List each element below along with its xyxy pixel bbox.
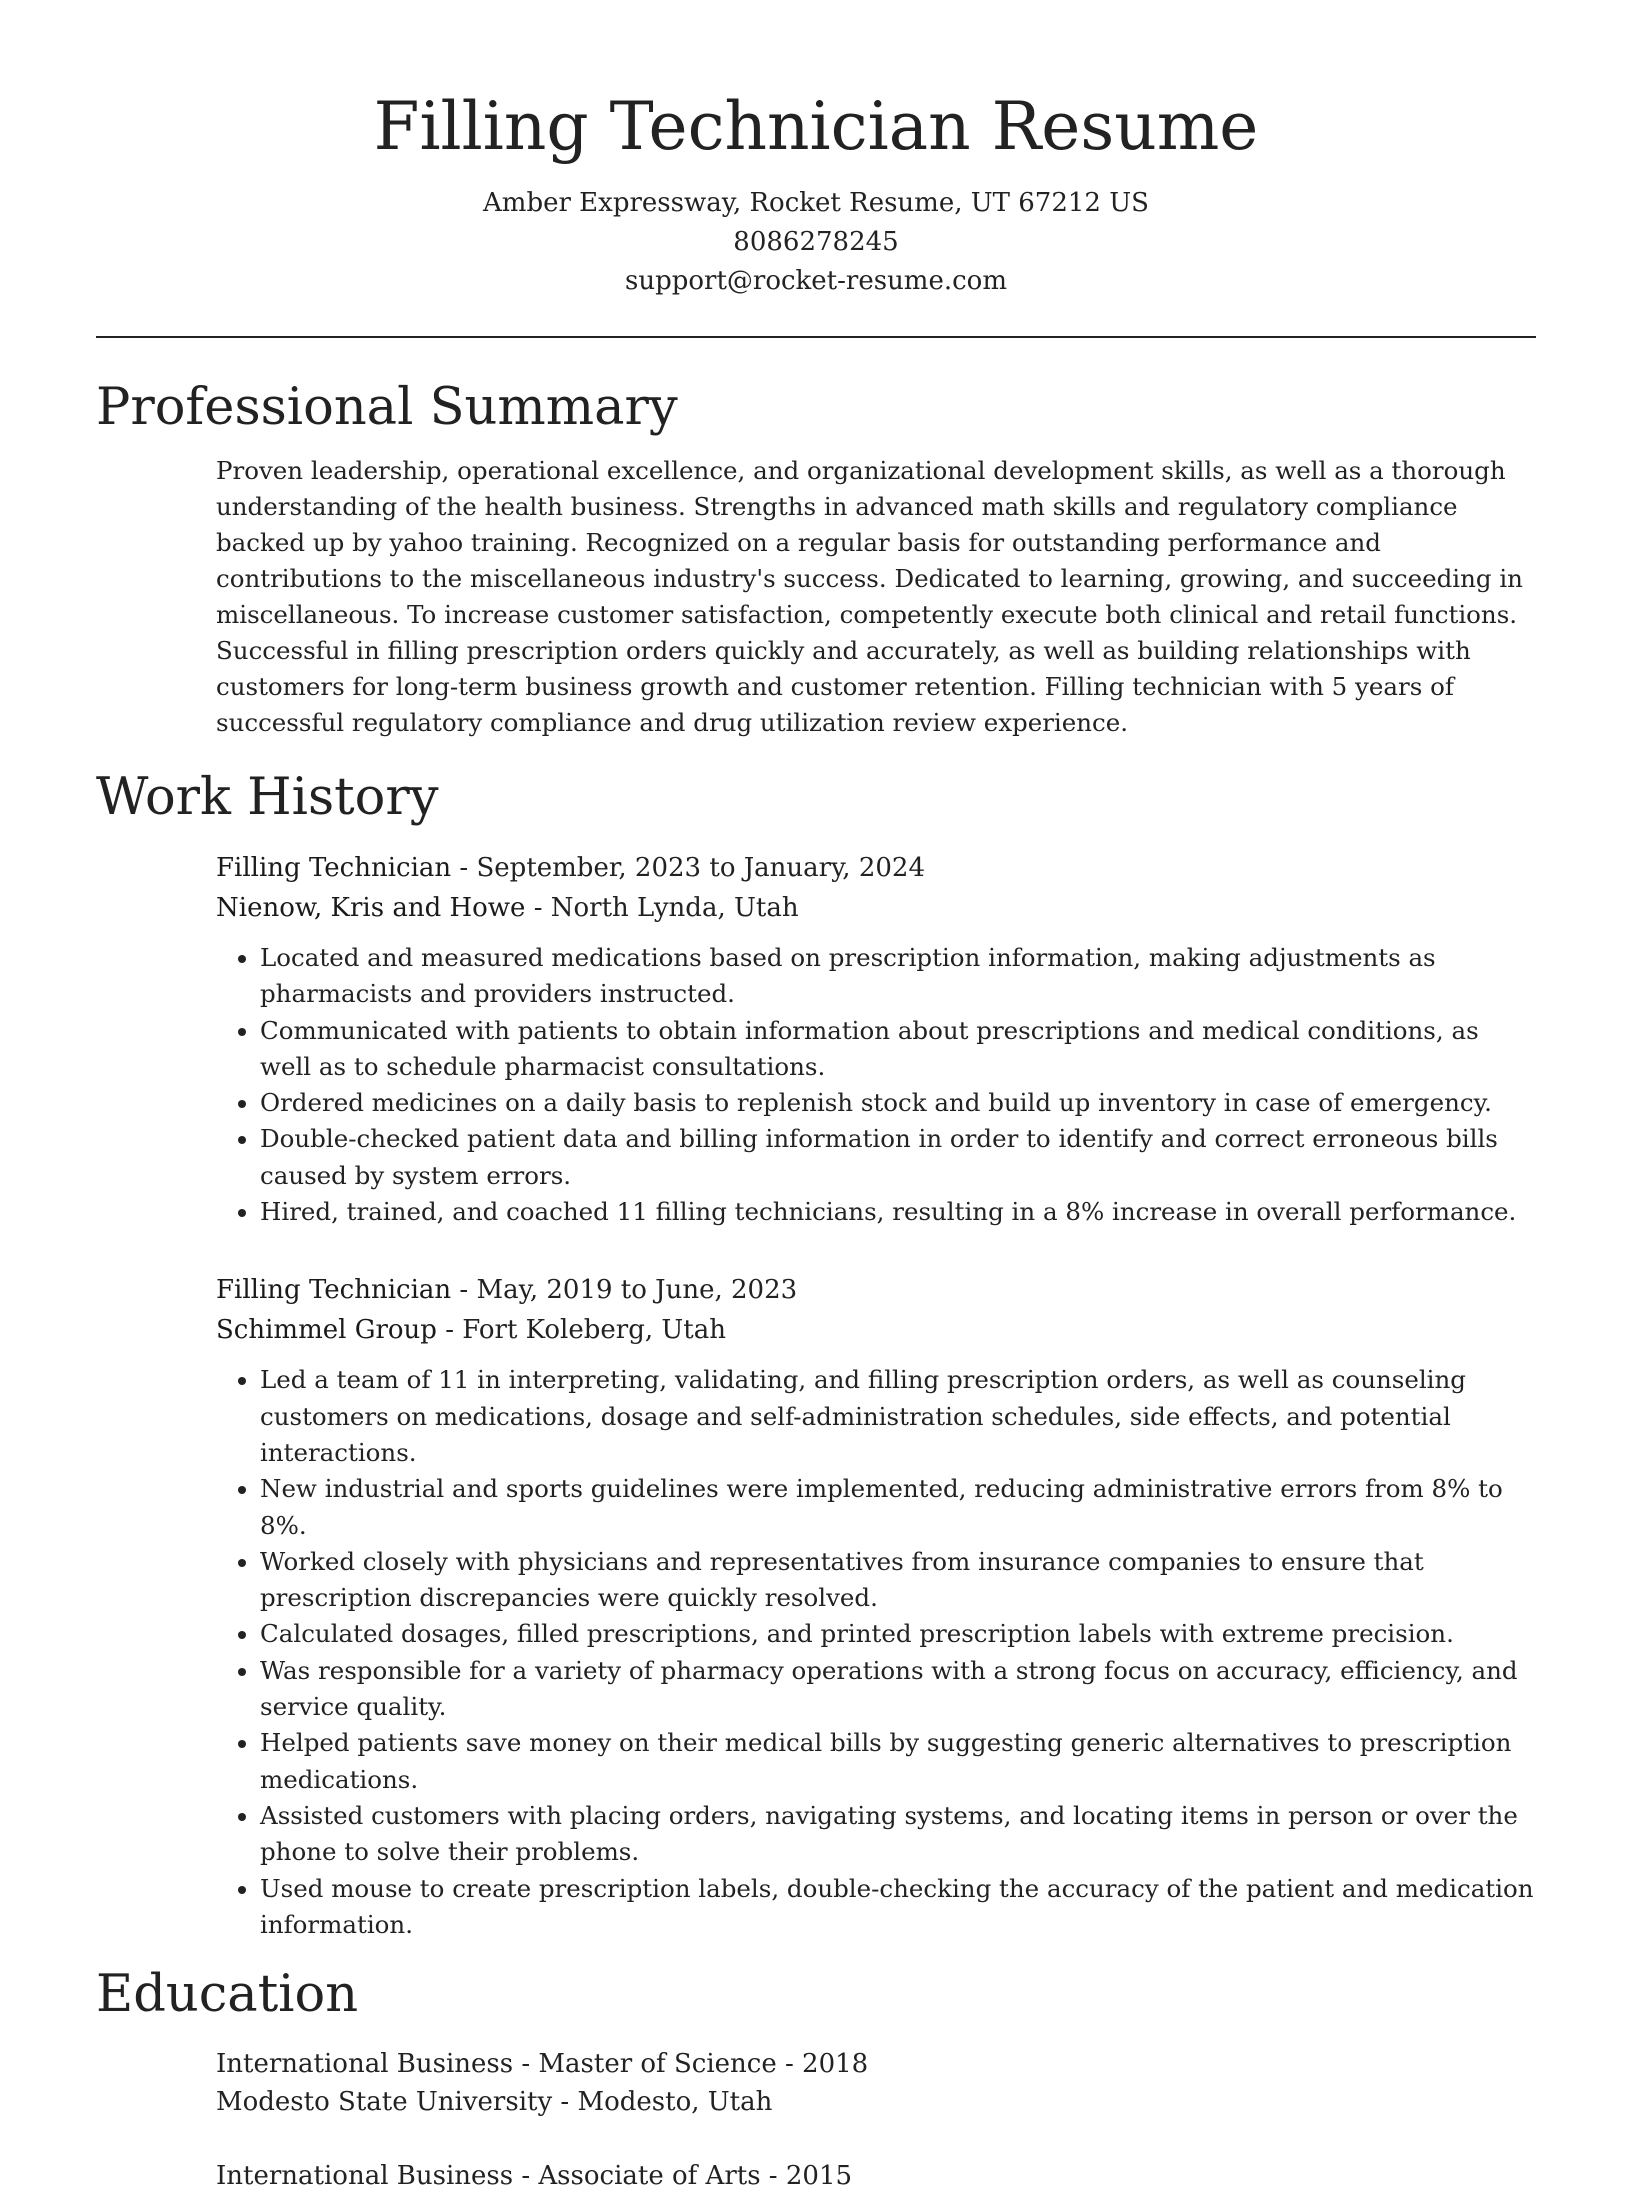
job-bullets: [216, 1362, 1536, 1943]
job-company: Nienow, Kris and Howe: [216, 893, 526, 923]
job-dates: - May, 2019 to June, 2023: [451, 1275, 798, 1306]
list-item: • Assisted customers with placing orders, navigating systems, and locating items in person or over the phone to solve their problems.: [260, 1798, 1536, 1871]
summary-heading: Professional Summary: [96, 378, 678, 437]
job-title-line: [216, 1270, 1536, 1310]
work-history-heading: Work History: [96, 768, 439, 827]
summary-text: Proven leadership, operational excellence, and organizational development skills, as well as a thorough understanding of the health business. Strengths in advanced math skills and regulatory compliance backed up by yahoo training. Recognized on a regular basis for outstanding performance and contributions to the miscellaneous industry's success. Dedicated to learning, growing, and succeeding in miscellaneous. To increase customer satisfaction, competently execute both clinical and retail functions. Successful in filling prescription orders quickly and accurately, as well as building relationships with customers for long-term business growth and customer retention. Filling technician with 5 years of successful regulatory compliance and drug utilization review experience.: [216, 456, 1523, 737]
education-section: [216, 2045, 1536, 2195]
education-entry-2: [216, 2157, 1536, 2195]
degree-line: International Business - Associate of Arts - 2015: [216, 2161, 853, 2192]
list-item: • Ordered medicines on a daily basis to replenish stock and build up inventory in case of emergency.: [260, 1085, 1536, 1121]
school-location: - Modesto, Utah: [552, 2087, 773, 2118]
phone-text: 8086278245: [733, 227, 899, 257]
list-item: • Used mouse to create prescription labels, double-checking the accuracy of the patient and medication information.: [260, 1871, 1536, 1944]
list-item: • Was responsible for a variety of pharmacy operations with a strong focus on accuracy, efficiency, and service quality.: [260, 1653, 1536, 1726]
list-item: • Calculated dosages, filled prescriptions, and printed prescription labels with extreme precision.: [260, 1616, 1536, 1652]
school-line: [216, 2083, 1536, 2121]
contact-block: [96, 184, 1536, 301]
job-entry-1: [216, 848, 1536, 1230]
job-company: Schimmel Group: [216, 1315, 437, 1346]
list-item: • Located and measured medications based on prescription information, making adjustments as pharmacists and providers instructed.: [260, 940, 1536, 1013]
email-text: support@rocket-resume.com: [624, 266, 1007, 296]
job-entry-2: [216, 1270, 1536, 1943]
header-divider: [96, 336, 1536, 338]
list-item: • Helped patients save money on their medical bills by suggesting generic alternatives to prescription medications.: [260, 1725, 1536, 1798]
resume-page: [96, 0, 1536, 2195]
list-item: • Worked closely with physicians and representatives from insurance companies to ensure that prescription discrepancies were quickly resolved.: [260, 1544, 1536, 1617]
list-item: • New industrial and sports guidelines were implemented, reducing administrative errors from 8% to 8%.: [260, 1471, 1536, 1544]
job-role: Filling Technician: [216, 853, 452, 883]
school-name: Modesto State University: [216, 2087, 553, 2118]
job-company-line: [216, 1310, 1536, 1350]
job-role: Filling Technician: [216, 1275, 452, 1306]
list-item: • Hired, trained, and coached 11 filling technicians, resulting in a 8% increase in overall performance.: [260, 1194, 1536, 1230]
job-location: - North Lynda, Utah: [525, 893, 799, 923]
job-title-line: [216, 848, 1536, 888]
list-item: • Double-checked patient data and billing information in order to identify and correct erroneous bills caused by system errors.: [260, 1121, 1536, 1194]
job-location: - Fort Koleberg, Utah: [436, 1315, 726, 1346]
work-history-section: [216, 848, 1536, 1943]
job-company-line: [216, 888, 1536, 928]
education-entry-1: [216, 2045, 1536, 2121]
resume-title: Filling Technician Resume: [373, 88, 1259, 165]
job-dates: - September, 2023 to January, 2024: [451, 853, 926, 883]
education-heading: Education: [96, 1965, 359, 2025]
address-text: Amber Expressway, Rocket Resume, UT 67212 US: [483, 188, 1149, 218]
job-bullets: [216, 940, 1536, 1230]
degree-line: International Business - Master of Science - 2018: [216, 2049, 869, 2080]
list-item: • Led a team of 11 in interpreting, validating, and filling prescription orders, as well as counseling customers on medications, dosage and self-administration schedules, side effects, and potential interactions.: [260, 1362, 1536, 1471]
summary-section: [216, 453, 1536, 741]
list-item: • Communicated with patients to obtain information about prescriptions and medical conditions, as well as to schedule pharmacist consultations.: [260, 1013, 1536, 1086]
